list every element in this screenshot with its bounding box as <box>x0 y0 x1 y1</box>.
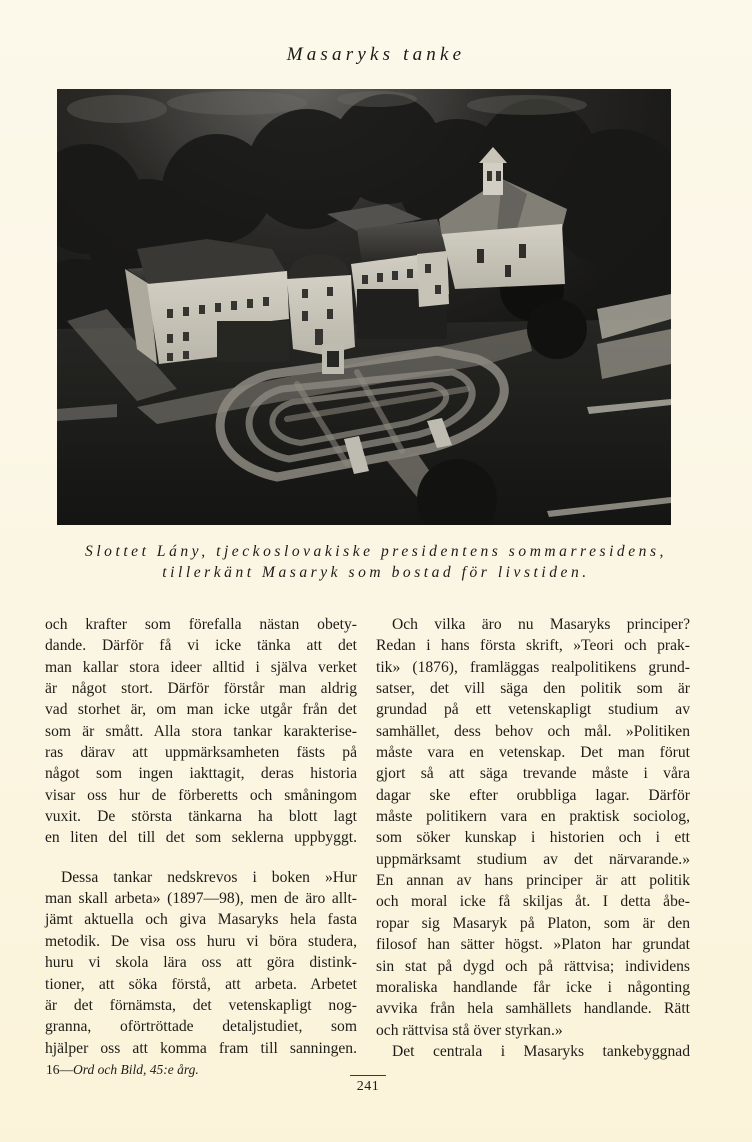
text-line: metodik. De visa oss huru vi böra studera, <box>45 932 357 950</box>
text-line: samhället, dess behov och mål. »Politiken <box>376 722 690 740</box>
text-line: jämt aktuella och giva Masaryks hela fasta <box>45 911 357 929</box>
paragraph <box>376 1041 690 1062</box>
castle-photograph <box>57 89 671 525</box>
text-line: och rättvisa stå över styrkan.» <box>376 1021 563 1039</box>
journal-title: Ord och Bild, 45:e årg. <box>73 1062 199 1077</box>
text-line: man kallar stora ideer alltid i själva verket <box>45 658 357 676</box>
text-line: tik» (1876), framläggas realpolitikens grund- <box>376 658 690 676</box>
aerial-photo-illustration <box>57 89 671 525</box>
signature-number: 16— <box>46 1062 73 1077</box>
text-line: Dessa tankar nedskrevos i boken »Hur <box>61 868 357 886</box>
text-line: vad storhet är, om man icke utgår från det <box>45 701 357 719</box>
text-line: Redan i hans första skrift, »Teori och prak- <box>376 637 690 655</box>
text-line: Och vilka äro nu Masaryks principer? <box>392 616 690 633</box>
text-line: vuxit. De största tänkarna ha blott lagt <box>45 808 357 826</box>
figure-caption <box>0 541 752 583</box>
text-line: man skall arbeta» (1897—98), men de äro allt- <box>45 890 357 908</box>
text-line: ropar sig Masaryk på Platon, som är den <box>376 914 690 932</box>
text-line: satser, det vill säga den politik som är <box>376 680 690 698</box>
text-line: sin stat på dygd och på rättvisa; individens <box>376 957 690 975</box>
text-line: gjort så att säga trevande måste i våra <box>376 765 690 783</box>
text-line: tioner, att söka förstå, att arbeta. Arbetet <box>45 975 357 993</box>
text-line: ras därav att uppmärksamheten fästs på <box>45 744 357 762</box>
text-line: och moral icke få skiljas åt. I detta åbe- <box>376 893 690 911</box>
text-line: dagar ske efter orubbliga lagar. Därför <box>376 786 690 804</box>
text-column-left <box>45 614 357 1059</box>
text-line: något som ingen iakttagit, deras historia <box>45 765 357 783</box>
text-line: måste politikern vara en praktisk sociolog, <box>376 808 690 826</box>
signature-mark <box>46 1062 199 1078</box>
text-line: som är smått. Alla stora tankar karakterise- <box>45 722 357 740</box>
text-line: en liten del till det som seklerna uppbyggt. <box>45 829 357 847</box>
page-number: 241 <box>356 1079 380 1094</box>
text-line: visar oss hur de förberetts och småningom <box>45 786 357 804</box>
text-line: är något stort. Därför förstår man aldrig <box>45 680 357 698</box>
text-column-right <box>376 614 690 1062</box>
text-line: måste vara en vetenskap. Det man förut <box>376 744 690 762</box>
text-line: som söker kunskap i historien och i ett <box>376 829 690 847</box>
text-line: En annan av hans principer är att politik <box>376 872 690 890</box>
text-line: hjälper oss att komma fram till sanningen. <box>45 1039 357 1057</box>
text-line: moraliska handlande får icke i någonting <box>376 978 690 996</box>
text-line: filosof han sätter högst. »Platon har grundat <box>376 936 690 954</box>
text-line: avvika från hela samhällets handlande. Rätt <box>376 1000 690 1018</box>
text-line: grundad på ett vetenskapligt studium av <box>376 701 690 719</box>
text-line: granna, oförtröttade detaljstudiet, som <box>45 1018 357 1036</box>
text-line: dande. Därför få vi icke tänka att det <box>45 637 357 655</box>
text-line: är det förnämsta, det vetenskapligt nog- <box>45 996 357 1014</box>
running-title: Masaryks tanke <box>286 44 466 65</box>
text-line: uppmärksamt studium av det närvarande.» <box>376 850 690 868</box>
paragraph <box>376 614 690 1041</box>
paragraph-gap <box>45 849 357 867</box>
caption-line-2: tillerkänt Masaryk som bostad för livstiden. <box>162 564 590 581</box>
page-number-rule <box>350 1075 386 1076</box>
paragraph <box>45 867 357 1059</box>
caption-line-1: Slottet Lány, tjeckoslovakiske presidentens sommarresidens, <box>85 543 667 560</box>
text-line: huru vi skola lära oss att göra distink- <box>45 954 357 972</box>
paragraph <box>45 614 357 849</box>
text-line: och krafter som förefalla nästan obety- <box>45 616 357 633</box>
text-line: Det centrala i Masaryks tankebyggnad <box>392 1042 690 1060</box>
